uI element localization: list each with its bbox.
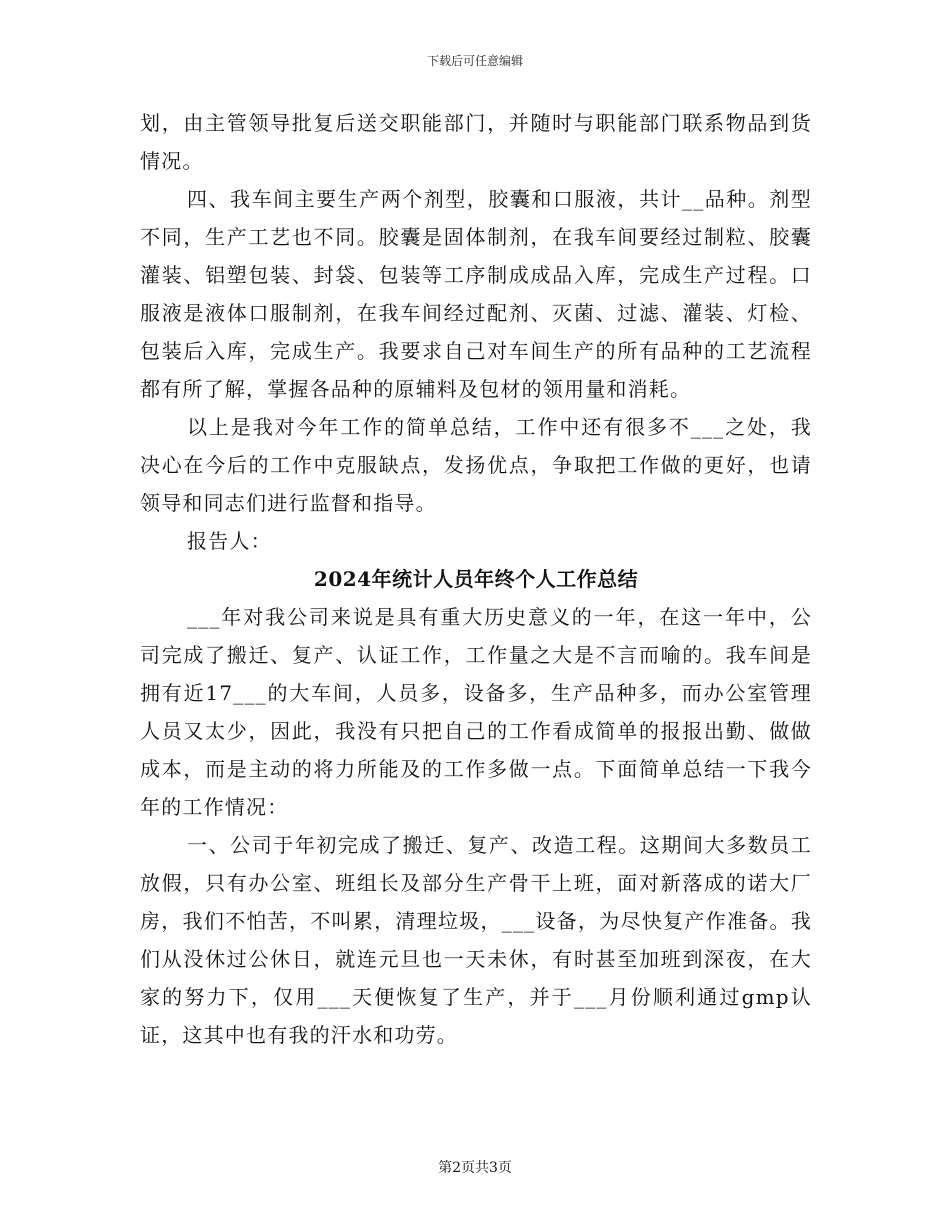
- page-header: 下载后可任意编辑: [426, 54, 523, 68]
- page-footer: 第2页共3页: [438, 1160, 512, 1176]
- document-body: [140, 104, 812, 1054]
- paragraph-item-one: 一、公司于年初完成了搬迁、复产、改造工程。这期间大多数员工放假，只有办公室、班组长及部分生产骨干上班，面对新落成的诺大厂房，我们不怕苦，不叫累，清理垃圾，___设备，为尽快复产作准备。我们从没休过公休日，就连元旦也一天未休，有时甚至加班到深夜，在大家的努力下，仅用___天便恢复了生产，并于___月份顺利通过gmp认证，这其中也有我的汗水和功劳。: [140, 833, 812, 1047]
- section-title: 2024年统计人员年终个人工作总结: [313, 567, 639, 591]
- paragraph-intro: ___年对我公司来说是具有重大历史意义的一年，在这一年中，公司完成了搬迁、复产、认证工作，工作量之大是不言而喻的。我车间是拥有近17___的大车间，人员多，设备多，生产品种多，而办公室管理人员又太少，因此，我没有只把自己的工作看成简单的报报出勤、做做成本，而是主动的将力所能及的工作多做一点。下面简单总结一下我今年的工作情况：: [140, 605, 812, 819]
- paragraph-continuation: 划，由主管领导批复后送交职能部门，并随时与职能部门联系物品到货情况。: [140, 111, 812, 173]
- paragraph-item-four: 四、我车间主要生产两个剂型，胶囊和口服液，共计__品种。剂型不同，生产工艺也不同。胶囊是固体制剂，在我车间要经过制粒、胶囊灌装、铝塑包装、封袋、包装等工序制成成品入库，完成生产过程。口服液是液体口服制剂，在我车间经过配剂、灭菌、过滤、灌装、灯检、包装后入库，完成生产。我要求自己对车间生产的所有品种的工艺流程都有所了解，掌握各品种的原辅料及包材的领用量和消耗。: [140, 187, 812, 401]
- paragraph-conclusion: 以上是我对今年工作的简单总结，工作中还有很多不___之处，我决心在今后的工作中克服缺点，发扬优点，争取把工作做的更好，也请领导和同志们进行监督和指导。: [140, 415, 812, 515]
- reporter-line: 报告人：: [187, 529, 272, 553]
